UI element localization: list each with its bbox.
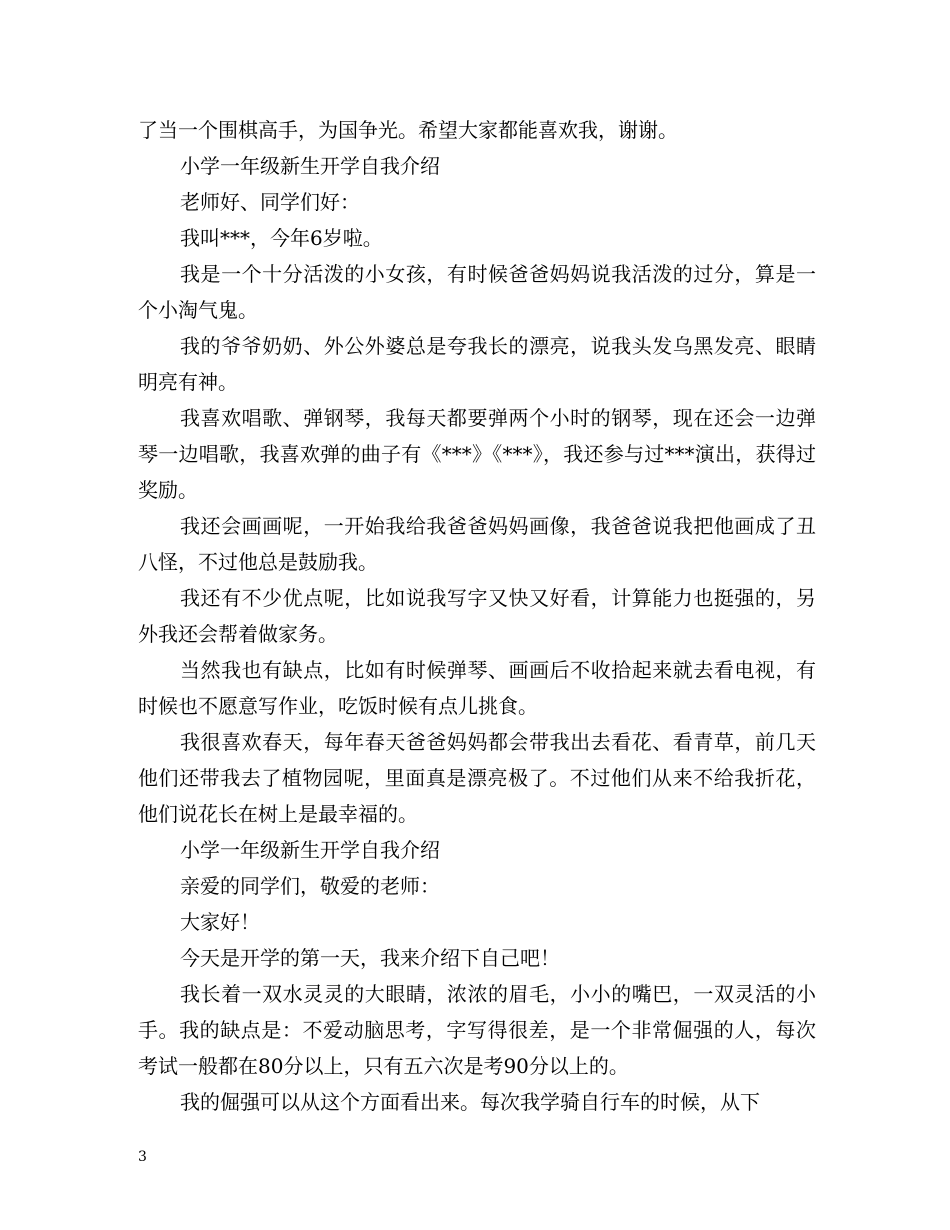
paragraph-7: 我还会画画呢，一开始我给我爸爸妈妈画像，我爸爸说我把他画成了丑八怪，不过他总是鼓励我。 — [138, 514, 816, 574]
paragraph-8: 我还有不少优点呢，比如说我写字又快又好看，计算能力也挺强的，另外我还会帮着做家务。 — [138, 586, 816, 646]
section-heading-2: 小学一年级新生开学自我介绍 — [180, 838, 440, 862]
paragraph-1: 了当一个围棋高手，为国争光。希望大家都能喜欢我，谢谢。 — [138, 118, 678, 142]
paragraph-3: 我叫***，今年6岁啦。 — [180, 226, 383, 250]
page-number: 3 — [138, 1149, 147, 1165]
body-text — [138, 112, 816, 1120]
paragraph-4: 我是一个十分活泼的小女孩，有时候爸爸妈妈说我活泼的过分，算是一个小淘气鬼。 — [138, 262, 816, 322]
paragraph-6: 我喜欢唱歌、弹钢琴，我每天都要弹两个小时的钢琴，现在还会一边弹琴一边唱歌，我喜欢弹的曲子有《***》《***》，我还参与过***演出，获得过奖励。 — [138, 406, 816, 502]
section-heading-1: 小学一年级新生开学自我介绍 — [180, 154, 440, 178]
paragraph-13: 大家好！ — [180, 910, 260, 934]
paragraph-9: 当然我也有缺点，比如有时候弹琴、画画后不收拾起来就去看电视，有时候也不愿意写作业，吃饭时候有点儿挑食。 — [138, 658, 816, 718]
paragraph-greeting-1: 老师好、同学们好： — [180, 190, 360, 214]
paragraph-16: 我的倔强可以从这个方面看出来。每次我学骑自行车的时候，从下 — [180, 1090, 760, 1114]
paragraph-15: 我长着一双水灵灵的大眼睛，浓浓的眉毛，小小的嘴巴，一双灵活的小手。我的缺点是：不爱动脑思考，字写得很差，是一个非常倔强的人，每次考试一般都在80分以上，只有五六次是考90分以上的。 — [138, 982, 816, 1078]
paragraph-14: 今天是开学的第一天，我来介绍下自己吧！ — [180, 946, 560, 970]
paragraph-5: 我的爷爷奶奶、外公外婆总是夸我长的漂亮，说我头发乌黑发亮、眼睛明亮有神。 — [138, 334, 816, 394]
paragraph-10: 我很喜欢春天，每年春天爸爸妈妈都会带我出去看花、看青草，前几天他们还带我去了植物园呢，里面真是漂亮极了。不过他们从来不给我折花，他们说花长在树上是最幸福的。 — [138, 730, 816, 826]
paragraph-greeting-2: 亲爱的同学们，敬爱的老师： — [180, 874, 440, 898]
